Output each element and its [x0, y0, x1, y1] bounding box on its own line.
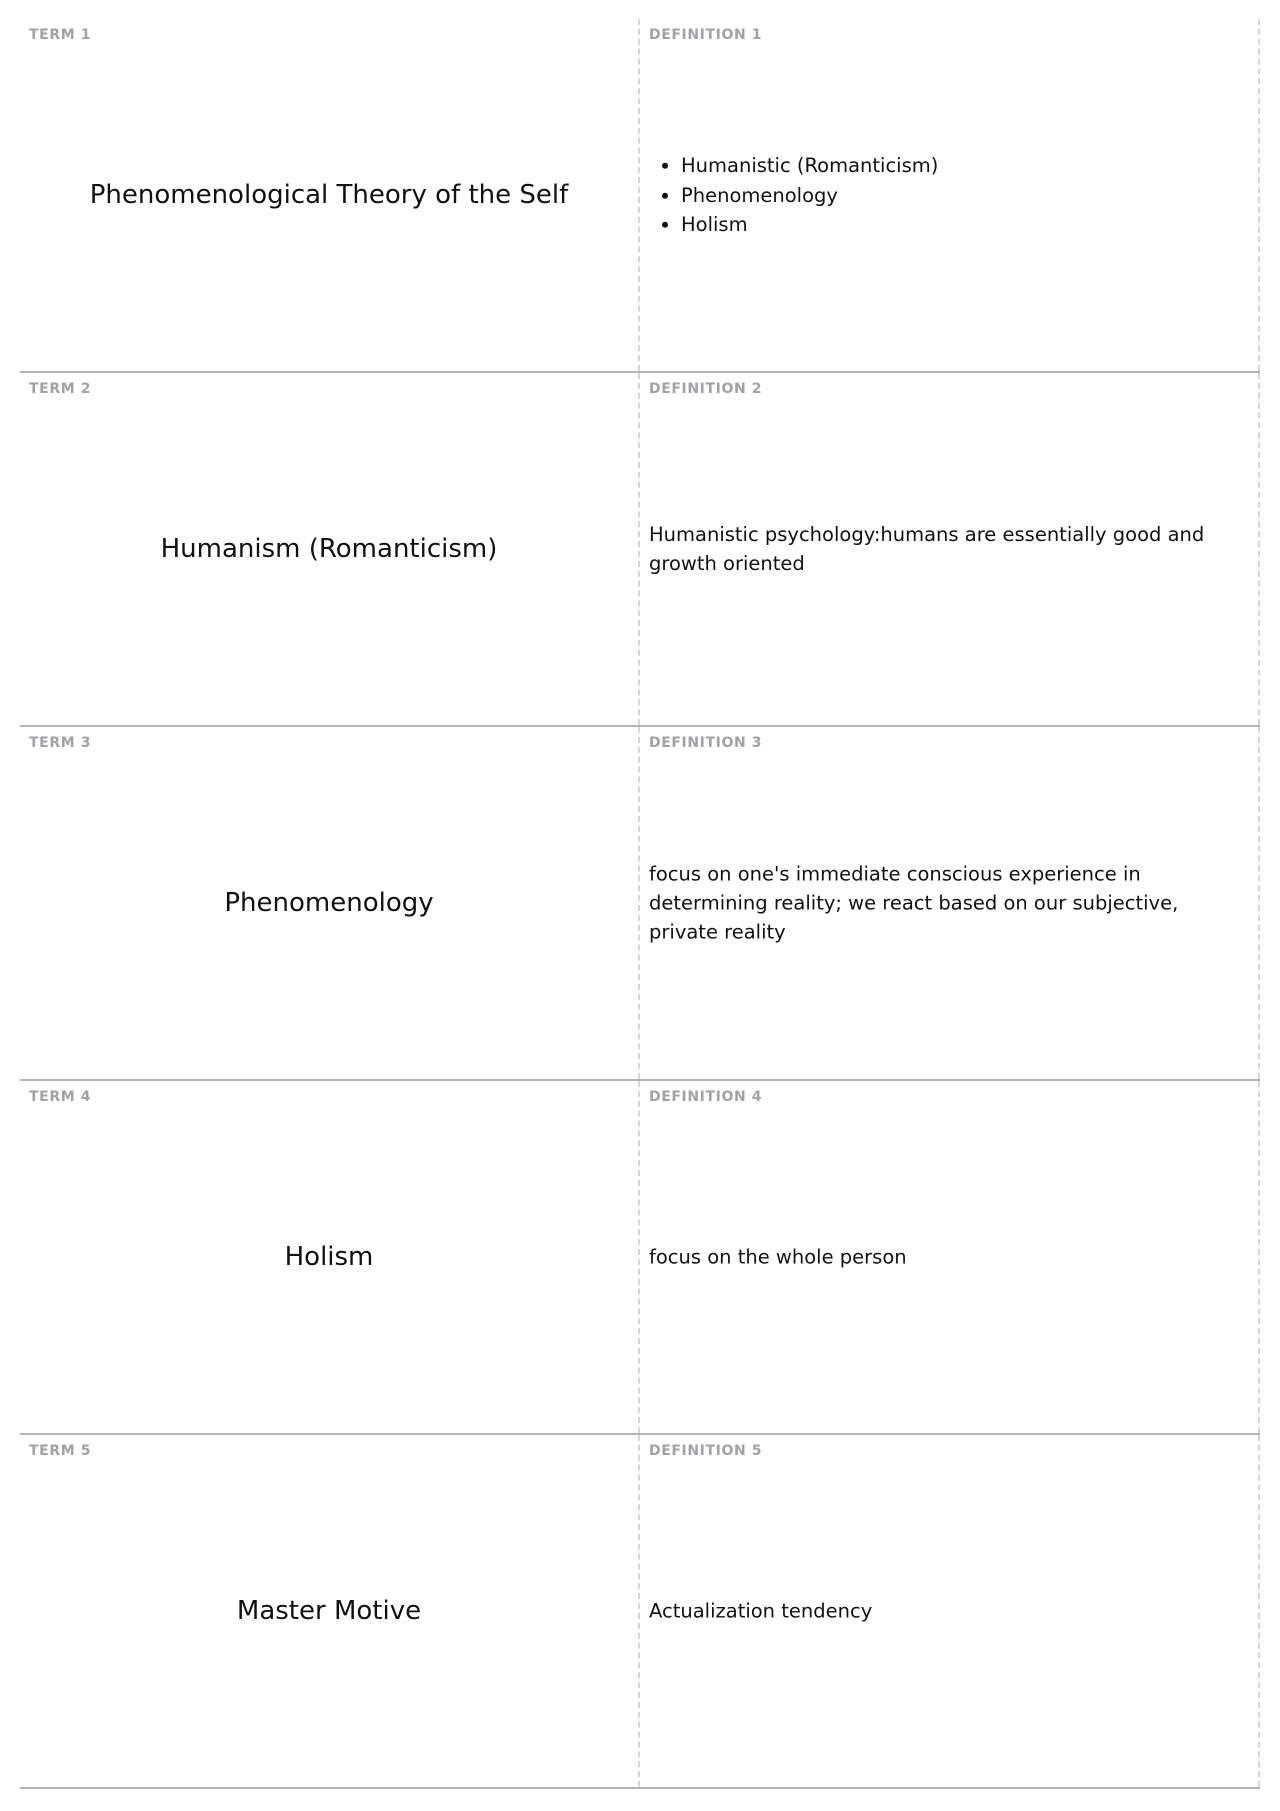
flashcard-row	[20, 727, 1260, 1081]
definition-list-item: • Holism	[681, 210, 1218, 240]
term-text: Phenomenology	[224, 888, 434, 918]
term-text: Holism	[284, 1242, 374, 1272]
term-text: Master Motive	[236, 1596, 422, 1626]
term-cell	[20, 1435, 640, 1787]
definition-text: focus on the whole person	[649, 1245, 907, 1269]
definition-text: Actualization tendency	[649, 1599, 873, 1623]
term-cell	[20, 19, 640, 371]
definition-cell	[640, 1081, 1260, 1433]
definition-cell	[640, 19, 1260, 371]
term-text: Phenomenological Theory of the Self	[89, 180, 569, 210]
definition-label: DEFINITION 4	[649, 1089, 763, 1105]
flashcard-row	[20, 1435, 1260, 1789]
term-cell	[20, 373, 640, 725]
flashcard-row	[20, 373, 1260, 727]
definition-cell	[640, 1435, 1260, 1787]
term-label: TERM 5	[29, 1443, 92, 1459]
definition-label: DEFINITION 1	[649, 27, 763, 43]
flashcard-sheet	[20, 19, 1260, 1789]
term-label: TERM 3	[29, 735, 92, 751]
flashcard-row	[20, 19, 1260, 373]
definition-list	[649, 151, 1218, 240]
definition-list-item: • Phenomenology	[681, 180, 1218, 210]
term-text: Humanism (Romanticism)	[160, 534, 498, 564]
definition-label: DEFINITION 5	[649, 1443, 763, 1459]
term-label: TERM 1	[29, 27, 92, 43]
definition-list-item: • Humanistic (Romanticism)	[681, 151, 1218, 181]
flashcard-row	[20, 1081, 1260, 1435]
definition-label: DEFINITION 3	[649, 735, 763, 751]
term-cell	[20, 727, 640, 1079]
definition-label: DEFINITION 2	[649, 381, 763, 397]
definition-text: Humanistic psychology:humans are essentially good and growth oriented	[649, 523, 1205, 575]
term-label: TERM 2	[29, 381, 92, 397]
term-cell	[20, 1081, 640, 1433]
term-label: TERM 4	[29, 1089, 92, 1105]
definition-cell	[640, 373, 1260, 725]
definition-text: focus on one's immediate conscious experience in determining reality; we react based on our subjective, private reality	[649, 862, 1179, 944]
definition-cell	[640, 727, 1260, 1079]
